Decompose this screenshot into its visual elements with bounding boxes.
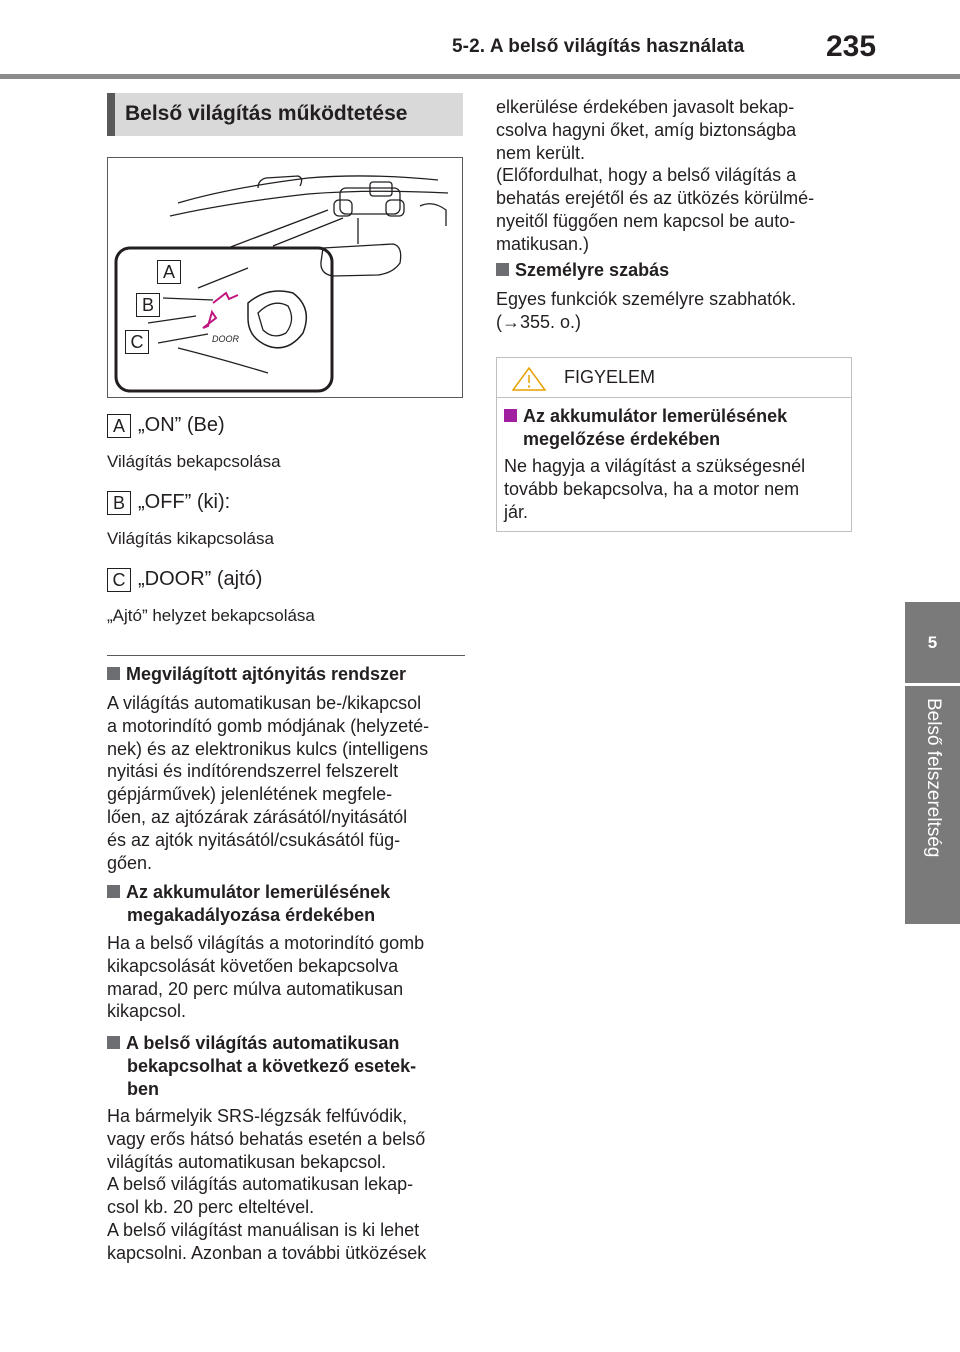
bullet-square-icon [107, 1036, 120, 1049]
callout-label-a: A [157, 260, 181, 284]
warning-triangle-icon [511, 366, 547, 392]
warning-header [497, 358, 851, 398]
bullet-square-icon [107, 885, 120, 898]
callout-label-b: B [136, 293, 160, 317]
chapter-tab-label: Belső felszereltség [905, 686, 960, 924]
subsection-body: Ha bármelyik SRS-légzsák felfúvódik, vagy erős hátsó behatás esetén a belső világítás automatikusan bekapcsol. A belső világítás automatikusan lekap- csol kb. 20 perc elteltével. A belső világítást manuálisan is ki lehet kapcsolni. Azonban a további ütközések [107, 1106, 427, 1263]
item-title-on: „ON” (Be) [138, 414, 225, 436]
subsection-title: Az akkumulátor lemerülésének megakadályozása érdekében [107, 881, 390, 927]
warning-body: Ne hagyja a világítást a szükségesnél tovább bekapcsolva, ha a motor nem jár. [504, 456, 806, 522]
running-header: 5-2. A belső világítás használata [452, 36, 745, 57]
item-title-door: „DOOR” (ajtó) [138, 568, 263, 590]
item-desc-door: „Ajtó” helyzet bekapcsolása [107, 606, 315, 625]
bullet-square-icon [496, 263, 509, 276]
subsection-title: A belső világítás automatikusan bekapcsolhat a következő esetek- ben [107, 1032, 416, 1100]
item-desc-on: Világítás bekapcsolása [107, 452, 281, 471]
continued-text: elkerülése érdekében javasolt bekap- csolva hagyni őket, amíg biztonságba nem került. (Előfordulhat, hogy a belső világítás a behatás erejétől és az ütközés körülmé- nyeitől függően nem kapcsol be auto- matikusan.) [496, 97, 815, 254]
bullet-square-icon [107, 667, 120, 680]
subsection-title: Megvilágított ajtónyitás rendszer [107, 663, 406, 686]
subsection-body: A világítás automatikusan be-/kikapcsol a motorindító gomb módjának (helyzeté- nek) és az elektronikus kulcs (intelligens nyitási és indítórendszerrel felszerelt gépjárművek) jelenlétének megfele- lően, az ajtózárak zárásától/nyitásától és az ajtók nyitásától/csukásától füg- gően. [107, 693, 430, 873]
subsection-body: Ha a belső világítás a motorindító gomb kikapcsolását követően bekapcsolva marad, 20 perc múlva automatikusan kikapcsol. [107, 933, 425, 1022]
section-heading: Belső világítás működtetése [107, 93, 463, 136]
item-title-off: „OFF” (ki): [138, 491, 231, 513]
section-rule [107, 655, 465, 656]
svg-text:DOOR: DOOR [212, 334, 239, 344]
warning-label: FIGYELEM [564, 367, 656, 387]
item-desc-off: Világítás kikapcsolása [107, 529, 274, 548]
item-letter-b: B [107, 491, 131, 515]
header-rule [0, 74, 960, 79]
callout-label-c: C [125, 330, 149, 354]
bullet-square-icon [504, 409, 517, 422]
customization-body: Egyes funkciók személyre szabhatók. (→355. o.) [496, 289, 797, 332]
item-letter-a: A [107, 414, 131, 438]
warning-title: Az akkumulátor lemerülésének megelőzése érdekében [504, 405, 787, 451]
overhead-switch-illustration [107, 157, 463, 398]
customization-title: Személyre szabás [496, 259, 669, 282]
page-number: 235 [826, 30, 877, 63]
item-letter-c: C [107, 568, 131, 592]
warning-box [496, 357, 852, 532]
chapter-tab-number: 5 [905, 602, 960, 683]
